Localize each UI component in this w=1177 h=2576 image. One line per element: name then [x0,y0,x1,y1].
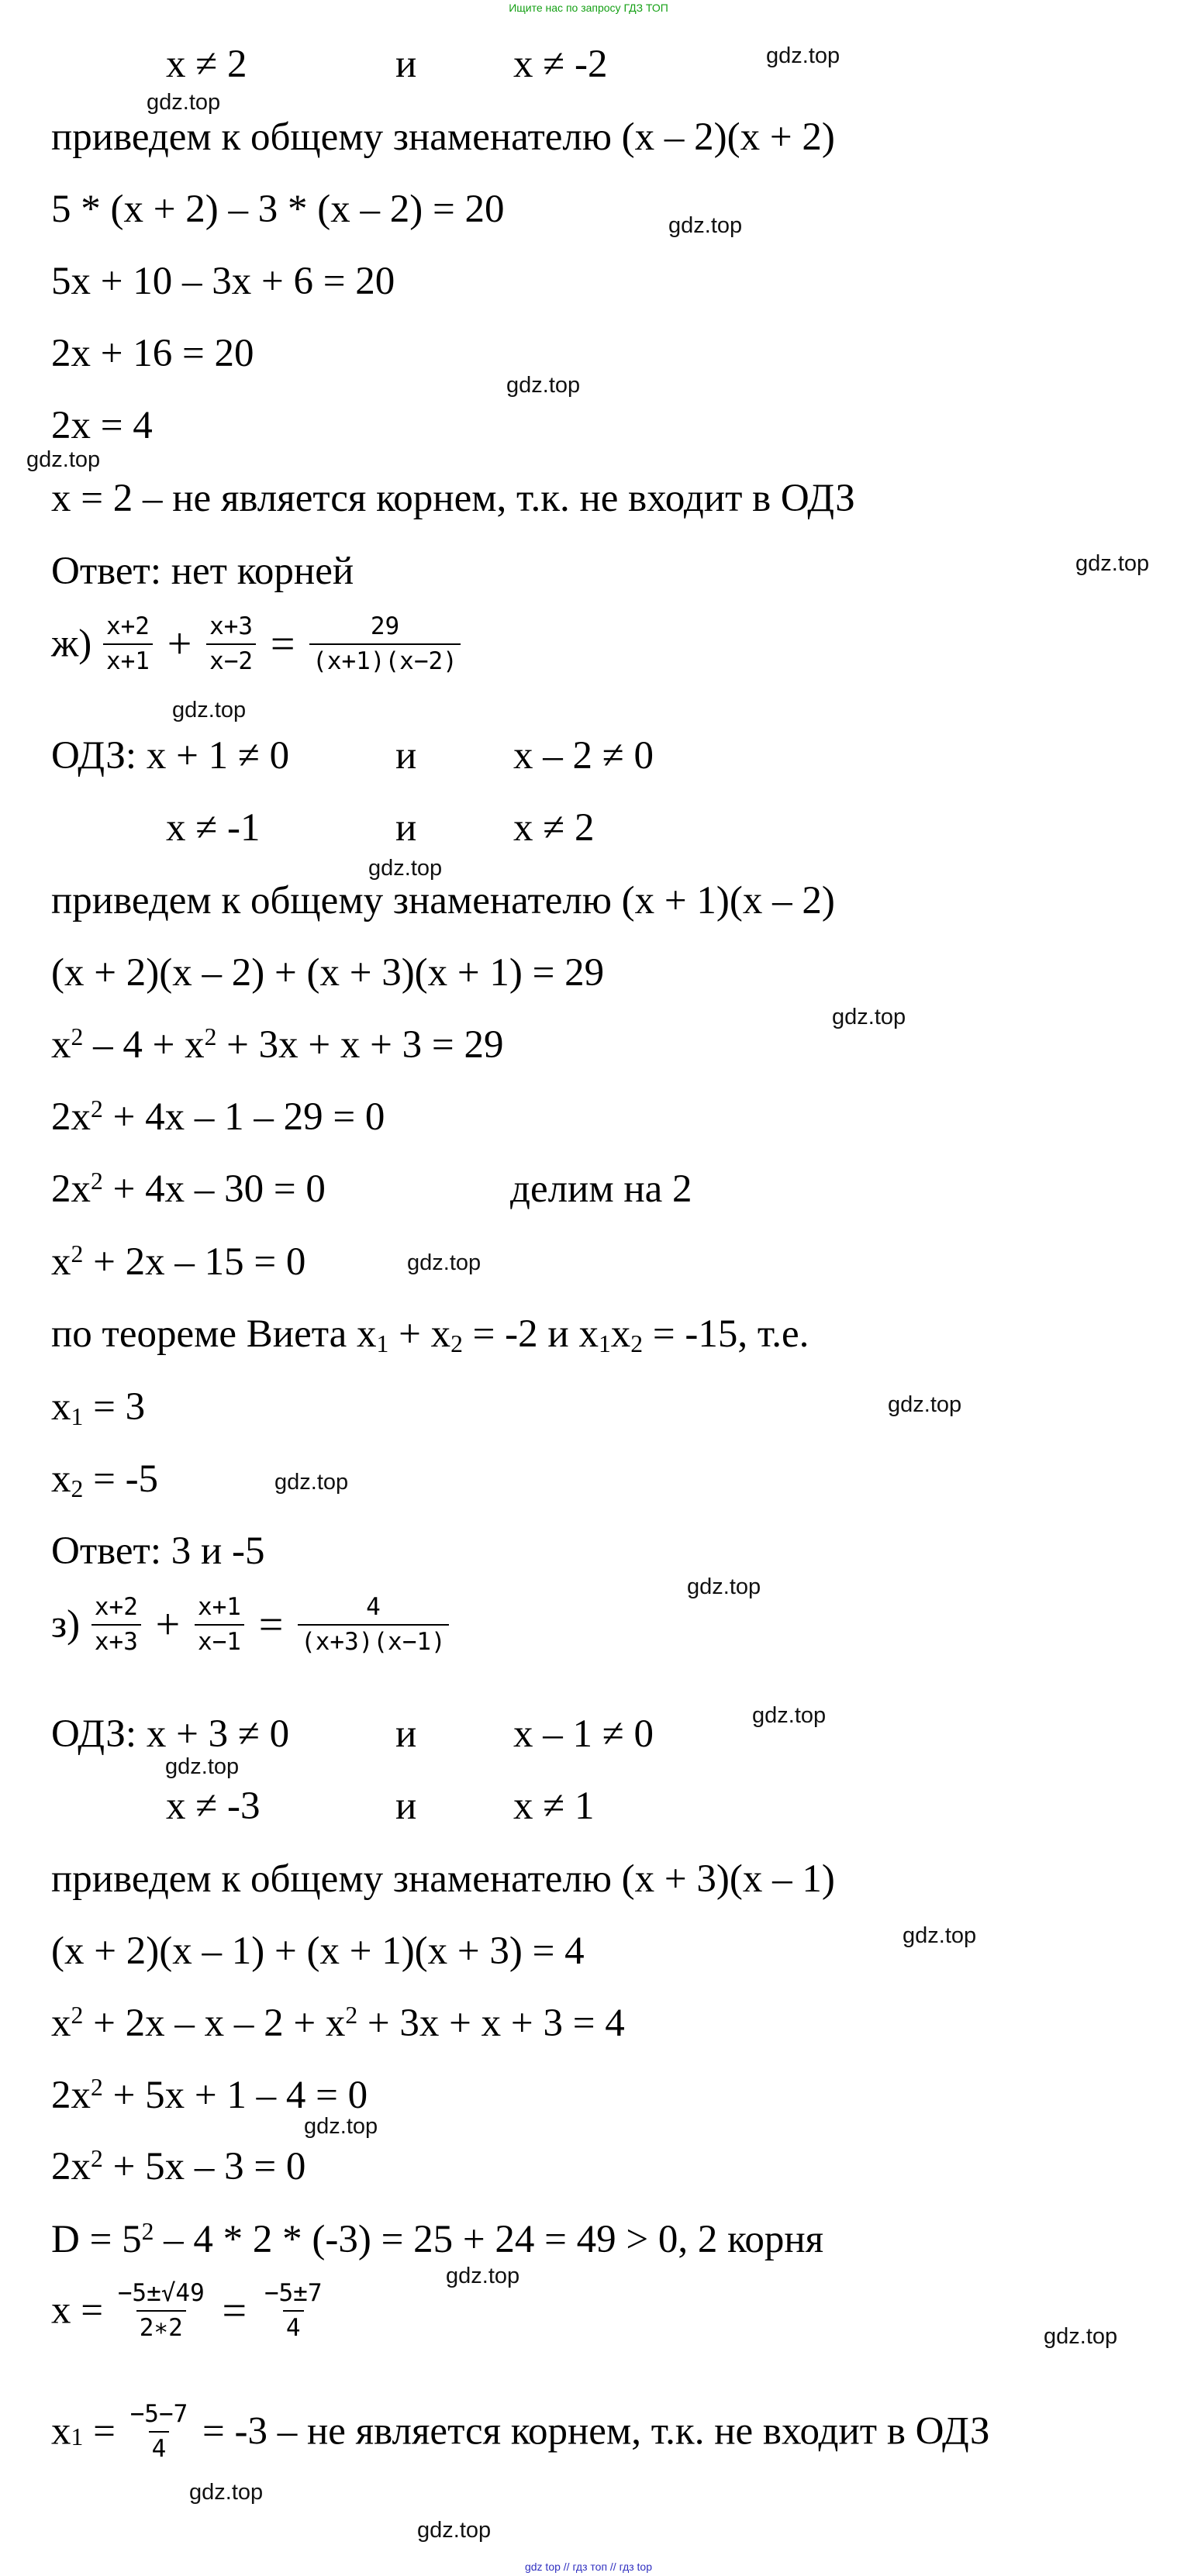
z-line-3 [51,2004,625,2043]
fraction-z-1 [91,1593,141,1657]
z-line-2: (x + 2)(x – 1) + (x + 1)(x + 3) = 4 [51,1929,585,1973]
odz-g-result [166,806,595,850]
z-line-8-a: x [51,2409,71,2454]
equals-sign: = [222,2287,247,2336]
z-line-4-b: + 5x + 1 – 4 = 0 [102,2074,368,2117]
watermark: gdz.top [668,213,743,238]
fraction-z-7-2-num: −5±7 [264,2279,323,2307]
z-line-5-b: + 5x – 3 = 0 [102,2145,306,2188]
fraction-g-2 [206,612,256,676]
subscript-2: 2 [450,1329,463,1357]
equals-sign: = [258,1601,284,1650]
equals-sign: = [270,620,295,669]
g-line-7-c: = -2 и x [462,1312,599,1356]
z-line-3-c: + 3x + x + 3 = 4 [357,2002,625,2045]
fraction-z-1-den: x+3 [91,1624,141,1657]
z-line-3-a: x [51,2002,71,2045]
g-line-1: приведем к общему знаменателю (x + 1)(x – 2) [51,879,835,922]
odz-g-result-b: и [395,806,417,850]
line-3: 5 * (x + 2) – 3 * (x – 2) = 20 [51,188,505,231]
z-line-1: приведем к общему знаменателю (x + 3)(x – 1) [51,1857,835,1901]
watermark: gdz.top [26,447,101,472]
g-line-6-b: + 2x – 15 = 0 [83,1240,306,1284]
fraction-z-8-den: 4 [149,2431,170,2464]
g-root-2-value: = -5 [83,1457,159,1501]
fraction-z-8 [127,2400,192,2464]
fraction-z-2 [195,1593,244,1657]
odz-g [51,734,654,778]
subscript-1: 1 [71,1402,84,1430]
fraction-g-3 [309,612,461,676]
g-line-3-b: – 4 + x [83,1023,205,1067]
g-line-5-b: + 4x – 30 = 0 [102,1167,326,1211]
line-5: 2x + 16 = 20 [51,332,254,375]
square-exponent: 2 [141,2218,154,2246]
subscript-1: 1 [71,2423,84,2451]
watermark: gdz.top [274,1470,349,1495]
g-line-5-c: делим на 2 [510,1167,692,1211]
watermark: gdz.top [766,43,840,68]
subscript-2: 2 [71,1474,84,1502]
line-4: 5x + 10 – 3x + 6 = 20 [51,260,395,303]
fraction-z-7-1-num: −5±√49 [117,2279,205,2307]
odz-z-result-a: x ≠ -3 [166,1785,261,1828]
watermark: gdz.top [304,2114,378,2139]
fraction-z-1-num: x+2 [94,1593,138,1621]
fraction-g-2-num: x+3 [209,612,254,640]
odz-z-b: и [395,1712,417,1756]
fraction-z-7-1 [115,2279,208,2343]
subscript-1: 1 [376,1329,389,1357]
watermark: gdz.top [446,2264,520,2288]
odz-z-c: x – 1 ≠ 0 [513,1712,654,1756]
z-line-5-a: 2x [51,2145,91,2188]
odz-g-result-c: x ≠ 2 [513,806,595,850]
line-7: x = 2 – не является корнем, т.к. не входит в ОДЗ [51,477,855,520]
square-exponent: 2 [71,2002,84,2029]
odz-z-result-b: и [395,1785,417,1828]
fraction-g-3-den: (x+1)(x−2) [309,643,461,676]
g-line-7 [51,1312,809,1357]
equation-z [51,1593,450,1657]
g-root-1-value: = 3 [83,1385,146,1429]
square-exponent: 2 [91,1167,103,1195]
watermark: gdz.top [165,1754,240,1779]
line-8: Ответ: нет корней [51,550,354,593]
plus-sign: + [155,1601,181,1650]
z-line-8-c: = -3 – не является корнем, т.к. не входит в ОДЗ [202,2409,990,2454]
watermark: gdz.top [368,856,443,881]
square-exponent: 2 [91,2074,103,2102]
fraction-z-2-den: x−1 [195,1624,244,1657]
watermark: gdz.top [417,2518,492,2543]
watermark: gdz.top [903,1923,977,1948]
fraction-z-3-num: 4 [366,1593,381,1621]
g-root-1 [51,1385,146,1430]
square-exponent: 2 [91,1095,103,1123]
z-line-8-b: = [83,2409,126,2454]
square-exponent: 2 [71,1023,84,1051]
fraction-g-1-den: x+1 [103,643,153,676]
subscript-1: 1 [598,1329,611,1357]
z-line-3-b: + 2x – x – 2 + x [83,2002,346,2045]
z-line-7-a: x = [51,2288,113,2333]
header-note: Ищите нас по запросу ГДЗ ТОП [509,2,668,14]
watermark: gdz.top [1044,2324,1118,2349]
fraction-z-7-2 [261,2279,326,2343]
g-line-5 [51,1167,692,1211]
g-line-3-c: + 3x + x + 3 = 29 [216,1023,504,1067]
g-answer: Ответ: 3 и -5 [51,1529,265,1573]
line-6: 2x = 4 [51,404,153,447]
watermark: gdz.top [752,1703,827,1728]
square-exponent: 2 [345,2002,358,2029]
square-exponent: 2 [204,1023,217,1051]
watermark: gdz.top [832,1005,906,1029]
g-line-7-e: = -15, т.е. [643,1312,809,1356]
g-root-2-var: x [51,1457,71,1501]
z-line-6-b: – 4 * 2 * (-3) = 25 + 24 = 49 > 0, 2 корня [154,2218,824,2261]
square-exponent: 2 [71,1240,84,1268]
z-line-8 [51,2400,990,2464]
watermark: gdz.top [506,373,581,398]
g-line-7-b: + x [388,1312,451,1356]
watermark: gdz.top [189,2480,264,2505]
z-line-6-a: D = 5 [51,2218,142,2261]
g-line-5-a: 2x [51,1167,91,1211]
g-line-3-a: x [51,1023,71,1067]
equation-g [51,612,462,676]
odz-g-b: и [395,734,417,778]
z-line-7 [51,2279,327,2343]
square-exponent: 2 [91,2145,103,2173]
odz-z-result [166,1785,595,1828]
fraction-z-3-den: (x+3)(x−1) [298,1624,449,1657]
watermark: gdz.top [1075,551,1150,576]
z-line-4-a: 2x [51,2074,91,2117]
g-root-2 [51,1457,159,1502]
odz-g-result-a: x ≠ -1 [166,806,261,850]
g-line-6-a: x [51,1240,71,1284]
watermark: gdz.top [172,698,247,722]
g-line-7-d: x [610,1312,631,1356]
g-line-3 [51,1023,504,1067]
line-1-b: и [395,43,417,86]
watermark: gdz.top [147,90,221,115]
equation-g-label: ж) [51,622,92,666]
g-line-4-a: 2x [51,1095,91,1139]
fraction-z-8-num: −5−7 [129,2400,188,2428]
odz-g-a: ОДЗ: x + 1 ≠ 0 [51,734,290,778]
odz-g-c: x – 2 ≠ 0 [513,734,654,778]
fraction-z-2-num: x+1 [197,1593,241,1621]
odz-z [51,1712,654,1756]
g-line-4-b: + 4x – 1 – 29 = 0 [102,1095,385,1139]
odz-z-result-c: x ≠ 1 [513,1785,595,1828]
g-root-1-var: x [51,1385,71,1429]
line-2: приведем к общему знаменателю (x – 2)(x + 2) [51,116,835,159]
line-1-a: x ≠ 2 [166,43,247,86]
watermark: gdz.top [687,1574,761,1599]
subscript-2: 2 [630,1329,644,1357]
fraction-g-1 [103,612,153,676]
fraction-g-3-num: 29 [370,612,400,640]
g-line-6 [51,1240,306,1284]
fraction-g-1-num: x+2 [105,612,150,640]
odz-z-a: ОДЗ: x + 3 ≠ 0 [51,1712,290,1756]
fraction-g-2-den: x−2 [206,643,256,676]
fraction-z-7-2-den: 4 [283,2310,304,2343]
g-line-2: (x + 2)(x – 2) + (x + 3)(x + 1) = 29 [51,951,605,995]
fraction-z-3 [298,1593,449,1657]
z-line-5 [51,2147,305,2187]
line-1 [166,43,608,86]
line-1-c: x ≠ -2 [513,43,608,86]
footer-note: gdz top // гдз топ // гдз top [524,2560,653,2573]
g-line-4 [51,1095,385,1139]
equation-z-label: з) [51,1602,81,1647]
watermark: gdz.top [407,1250,482,1275]
z-line-4 [51,2076,368,2116]
watermark: gdz.top [888,1392,962,1417]
plus-sign: + [167,620,192,669]
z-line-6 [51,2220,823,2260]
g-line-7-a: по теореме Виета x [51,1312,377,1356]
fraction-z-7-1-den: 2∗2 [136,2310,186,2343]
